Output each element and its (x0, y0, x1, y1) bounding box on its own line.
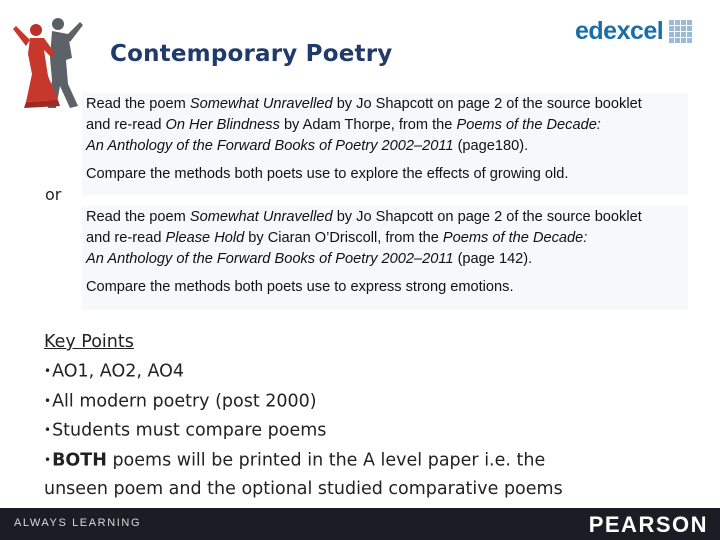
question-prompt: Compare the methods both poets use to express strong emotions. (86, 279, 514, 295)
key-point-item: •Students must compare poems (44, 420, 327, 441)
question-line: and re-read Please Hold by Ciaran O’Driscoll, from the Poems of the Decade: (86, 230, 588, 246)
key-point-item: •AO1, AO2, AO4 (44, 361, 185, 382)
footer-bar (0, 508, 720, 540)
footer-tagline: ALWAYS LEARNING (14, 517, 142, 529)
question-line: and re-read On Her Blindness by Adam Thorpe, from the Poems of the Decade: (86, 117, 601, 133)
question-line: Read the poem Somewhat Unravelled by Jo Shapcott on page 2 of the source booklet (86, 209, 642, 225)
key-point-item: •All modern poetry (post 2000) (44, 391, 317, 411)
question-prompt: Compare the methods both poets use to explore the effects of growing old. (86, 166, 569, 182)
question-box-2 (82, 206, 688, 310)
question-line: An Anthology of the Forward Books of Poetry 2002–2011 (page 142). (86, 251, 533, 267)
question-line: An Anthology of the Forward Books of Poetry 2002–2011 (page180). (86, 138, 529, 154)
key-point-continuation: unseen poem and the optional studied comparative poems (44, 479, 563, 499)
edexcel-wordmark: edexcel (575, 16, 664, 45)
edexcel-logo (575, 16, 692, 46)
key-point-item: •BOTH poems will be printed in the A level paper i.e. the (44, 450, 546, 470)
page-title: Contemporary Poetry (110, 41, 393, 67)
edexcel-grid-icon (669, 20, 692, 43)
or-label: or (45, 185, 62, 204)
question-line: Read the poem Somewhat Unravelled by Jo Shapcott on page 2 of the source booklet (86, 96, 642, 112)
question-box-1 (82, 93, 688, 195)
pearson-logo: PEARSON (588, 512, 708, 537)
key-points (44, 328, 684, 504)
key-points-title: Key Points (44, 332, 134, 352)
dancing-figures-icon (8, 14, 84, 114)
